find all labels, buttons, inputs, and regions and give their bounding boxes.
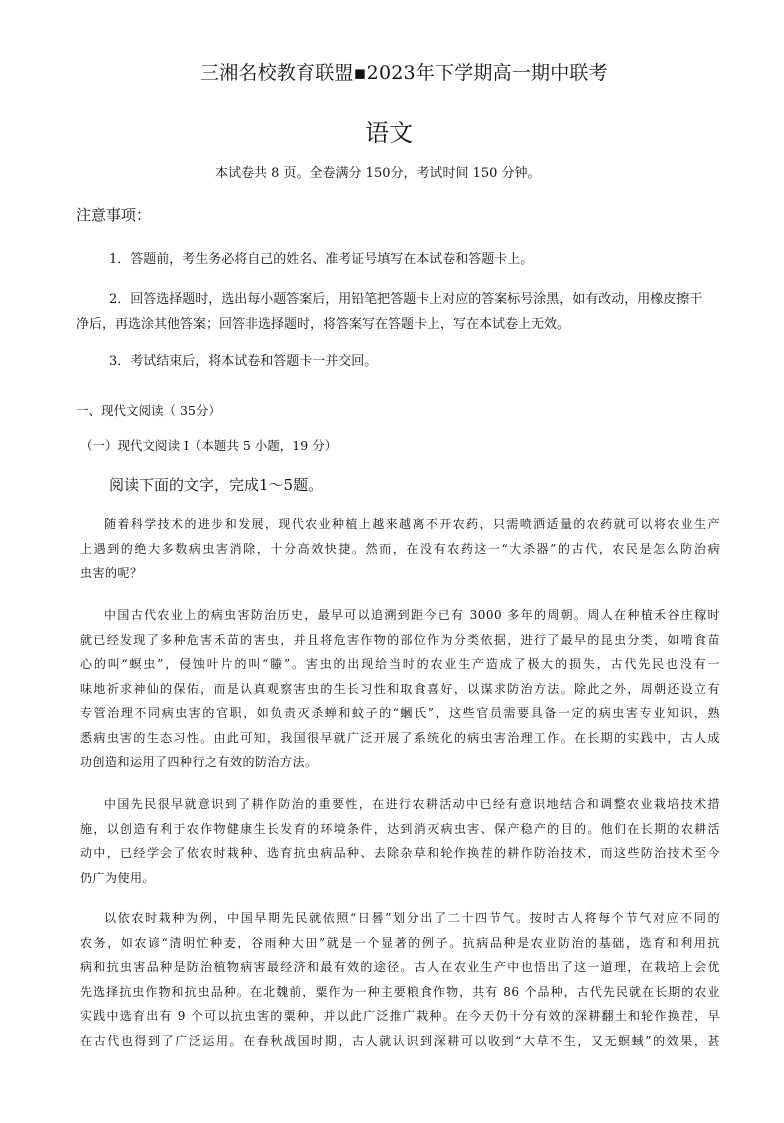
passage-line: 在古代也得到了广泛运用。在春秋战国时期，古人就认识到深耕可以收到“大草不生，又无螟蜮”的效果，甚 xyxy=(80,1033,720,1048)
section-subtitle: （一）现代文阅读 I（本题共 5 小题，19 分） xyxy=(80,438,338,453)
passage-paragraph-2 xyxy=(80,603,720,775)
passage-line: 施，以创造有利于农作物健康生长发育的环境条件，达到消灭病虫害、保产稳产的目的。他们在长期的农耕活 xyxy=(80,821,720,836)
passage-line: 上遇到的绝大多数病虫害消除，十分高效快捷。然而，在没有农药这一“大杀器”的古代，农民是怎么防治病 xyxy=(80,541,720,556)
passage-paragraph-3 xyxy=(80,792,720,890)
passage-line: 先选择抗虫作物和抗虫品种。在北魏前，粟作为一种主要粮食作物，共有 86 个品种，古代先民就在长期的农业 xyxy=(80,984,720,999)
passage-line: 中国古代农业上的病虫害防治历史，最早可以追溯到距今已有 3000 多年的周朝。周人在种植禾谷庄稼时 xyxy=(104,608,720,622)
passage-line: 专管治理不同病虫害的官职，如负责灭杀蝉和蚊子的“蟈氏”，这些官员需要具备一定的病虫害专业知识，熟 xyxy=(80,706,720,720)
notice-item-1: 1．答题前，考生务必将自己的姓名、准考证号填写在本试卷和答题卡上。 xyxy=(109,252,534,267)
passage-line: 仍广为使用。 xyxy=(80,870,156,885)
notice-item-2-line-1: 2．回答选择题时，选出每小题答案后，用铅笔把答题卡上对应的答案标号涂黑，如有改动，用橡皮擦干 xyxy=(109,292,703,307)
section-title: 一、现代文阅读（ 35分） xyxy=(76,403,221,418)
notice-item-3: 3．考试结束后，将本试卷和答题卡一并交回。 xyxy=(109,354,378,369)
passage-line: 虫害的呢？ xyxy=(80,566,143,580)
passage-line: 中国先民很早就意识到了耕作防治的重要性，在进行农耕活动中已经有意识地结合和调整农业栽培技术措 xyxy=(104,797,720,811)
notice-item-2-line-2: 净后，再选涂其他答案；回答非选择题时，将答案写在答题卡上，写在本试卷上无效。 xyxy=(76,317,571,332)
reading-instruction: 阅读下面的文字，完成1～5题。 xyxy=(109,476,324,494)
passage-line: 心的叫“螟虫”，侵蚀叶片的叫“螣”。害虫的出现给当时的农业生产造成了极大的损失，古代先民也没有一 xyxy=(80,657,720,671)
passage-line: 以依农时栽种为例，中国早期先民就依照“日晷”划分出了二十四节气。按时古人将每个节气对应不同的 xyxy=(104,911,720,925)
subject-title: 语文 xyxy=(365,119,413,147)
exam-info: 本试卷共 8 页。全卷满分 150分，考试时间 150 分钟。 xyxy=(215,166,541,181)
passage-line: 悉病虫害的生态习性。由此可知，我国很早就广泛开展了系统化的病虫害治理工作。在长期的实践中，古人成 xyxy=(80,730,720,745)
exam-title: 三湘名校教育联盟▪2023年下学期高一期中联考 xyxy=(200,62,608,84)
notice-heading: 注意事项： xyxy=(76,206,152,224)
passage-line: 随着科学技术的进步和发展，现代农业种植上越来越离不开农药，只需喷洒适量的农药就可以将农业生产 xyxy=(104,517,720,531)
passage-line: 实践中选育出有 9 个可以抗虫害的粟种，并以此广泛推广栽种。在今天仍十分有效的深耕翻土和轮作换茬，早 xyxy=(80,1009,720,1023)
passage-paragraph-1 xyxy=(80,512,720,586)
passage-line: 病和抗虫害品种是防治植物病害最经济和最有效的途径。古人在农业生产中也悟出了这一道理，在栽培上会优 xyxy=(80,960,720,974)
passage-line: 动中，已经学会了依农时栽种、选育抗虫病品种、去除杂草和轮作换茬的耕作防治技术，而这些防治技术至今 xyxy=(80,846,720,860)
passage-line: 农务，如农谚“清明忙种麦，谷雨种大田”就是一个显著的例子。抗病品种是农业防治的基础，选育和利用抗 xyxy=(80,935,720,950)
passage-line: 味地祈求神仙的保佑，而是认真观察害虫的生长习性和取食喜好，以谋求防治方法。除此之外，周朝还设立有 xyxy=(80,681,720,696)
passage-line: 功创造和运用了四种行之有效的防治方法。 xyxy=(80,755,318,769)
passage-paragraph-4 xyxy=(80,906,720,1053)
passage-line: 就已经发现了多种危害禾苗的害虫，并且将危害作物的部位作为分类依据，进行了最早的昆虫分类，如啃食苗 xyxy=(80,632,720,647)
